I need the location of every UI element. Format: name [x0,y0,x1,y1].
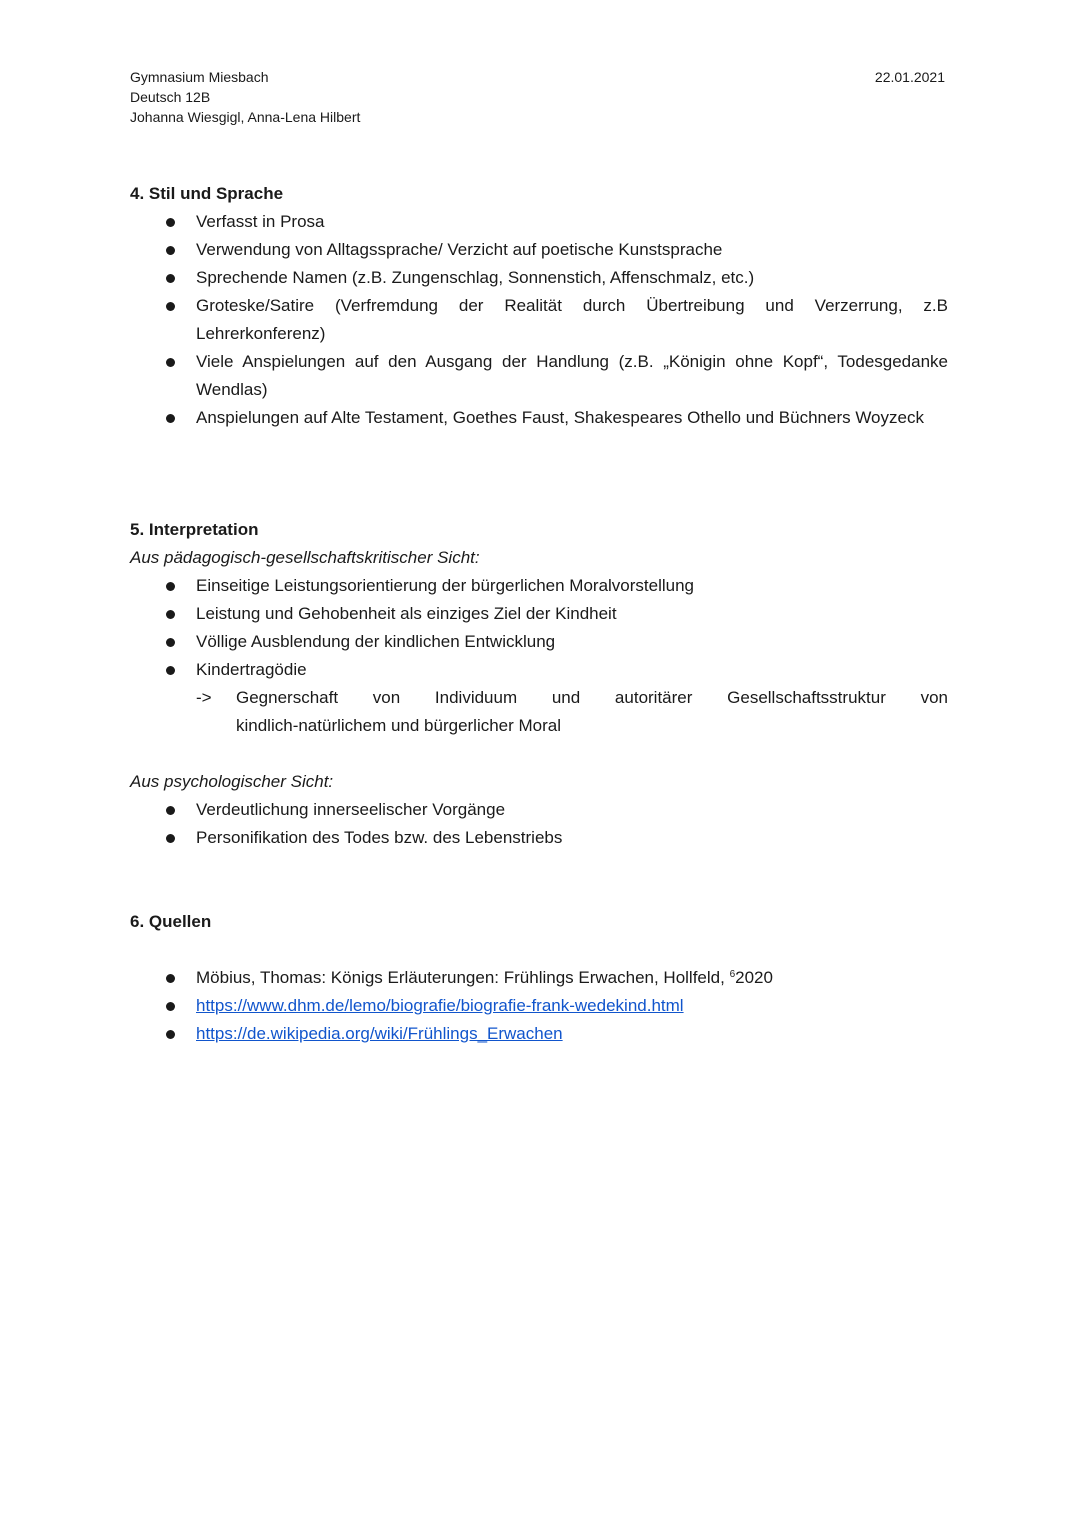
bullet-list [130,796,948,852]
bullet-icon [166,666,175,675]
source-book: Möbius, Thomas: Königs Erläuterungen: Frühlings Erwachen, Hollfeld, [196,968,725,987]
source-link-wikipedia[interactable]: https://de.wikipedia.org/wiki/Frühlings_Erwachen [196,1024,563,1043]
list-item: Verfasst in Prosa [130,208,948,236]
bullet-list [130,572,948,684]
bullet-icon [166,302,175,311]
bullet-icon [166,610,175,619]
bullet-list [130,964,948,1048]
arrow-note-line1: Gegnerschaft von Individuum und autoritärer Gesellschaftsstruktur von [236,688,948,707]
arrow-note-line2: kindlich-natürlichem und bürgerlicher Moral [236,716,562,735]
arrow-icon: -> [196,688,212,707]
list-item: Verwendung von Alltagssprache/ Verzicht auf poetische Kunstsprache [130,236,948,264]
list-item [130,992,948,1020]
sources-list-wrapper [130,964,948,1048]
list-item: Sprechende Namen (z.B. Zungenschlag, Sonnenstich, Affenschmalz, etc.) [130,264,948,292]
list-item: Leistung und Gehobenheit als einziges Ziel der Kindheit [130,600,948,628]
document-date: 22.01.2021 [874,69,945,85]
source-link-dhm[interactable]: https://www.dhm.de/lemo/biografie/biografie-frank-wedekind.html [196,996,684,1015]
header-info [130,67,360,127]
section-stil-und-sprache [130,180,948,432]
list-item: Anspielungen auf Alte Testament, Goethes Faust, Shakespeares Othello und Büchners Woyzeck [130,404,948,432]
section-psychologisch [130,768,948,852]
course-name: Deutsch 12B [130,89,211,105]
list-item: Völlige Ausblendung der kindlichen Entwicklung [130,628,948,656]
subheading-paedagogisch: Aus pädagogisch-gesellschaftskritischer Sicht: [130,548,480,567]
bullet-icon [166,246,175,255]
list-item: Groteske/Satire (Verfremdung der Realität durch Übertreibung und Verzerrung, z.B Lehrerkonferenz) [130,292,948,348]
arrow-note [130,684,948,712]
list-item: Einseitige Leistungsorientierung der bürgerlichen Moralvorstellung [130,572,948,600]
bullet-icon [166,582,175,591]
bullet-icon [166,414,175,423]
bullet-icon [166,806,175,815]
list-item [130,964,948,992]
bullet-icon [166,974,175,983]
author-names: Johanna Wiesgigl, Anna-Lena Hilbert [130,109,361,125]
bullet-icon [166,274,175,283]
list-item [130,1020,948,1048]
section-quellen [130,908,948,936]
source-year: 2020 [735,968,773,987]
bullet-icon [166,834,175,843]
list-item: Personifikation des Todes bzw. des Lebenstriebs [130,824,948,852]
section-title: 5. Interpretation [130,520,259,539]
section-interpretation [130,516,948,740]
bullet-icon [166,638,175,647]
list-item: Kindertragödie [130,656,948,684]
edition-number: 6 [729,969,736,980]
bullet-icon [166,1030,175,1039]
school-name: Gymnasium Miesbach [130,69,269,85]
section-title: 6. Quellen [130,912,212,931]
bullet-list [130,208,948,432]
list-item: Viele Anspielungen auf den Ausgang der Handlung (z.B. „Königin ohne Kopf“, Todesgedanke Wendlas) [130,348,948,404]
bullet-icon [166,218,175,227]
bullet-icon [166,358,175,367]
subheading-psychologisch: Aus psychologischer Sicht: [130,772,334,791]
list-item: Verdeutlichung innerseelischer Vorgänge [130,796,948,824]
section-title: 4. Stil und Sprache [130,184,284,203]
bullet-icon [166,1002,175,1011]
